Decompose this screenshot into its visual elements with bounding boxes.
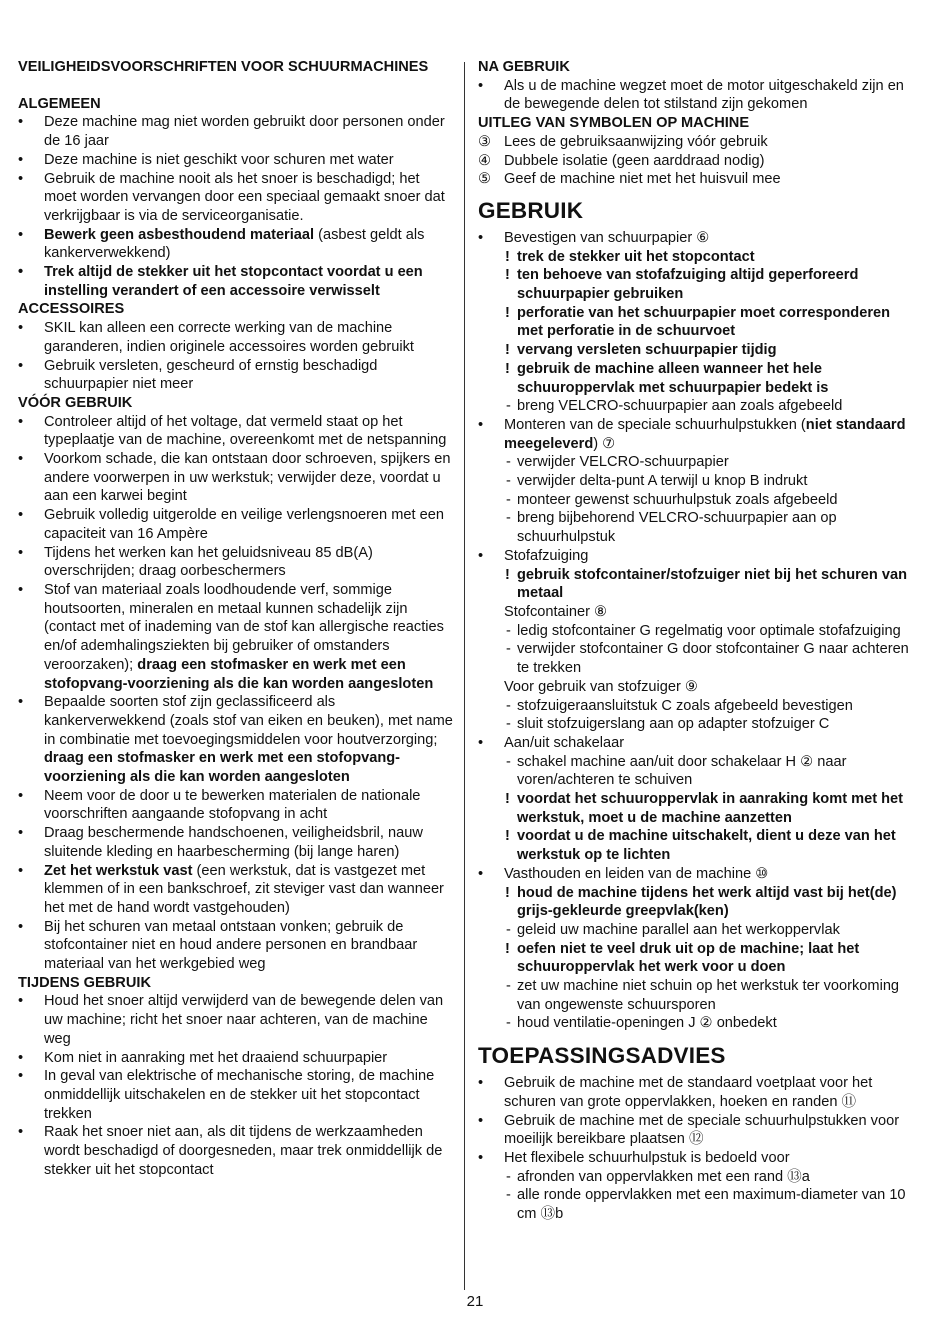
toepassingsadvies-title: TOEPASSINGSADVIES — [478, 1043, 726, 1069]
text: Monteren van de speciale schuurhulpstukken ( — [504, 416, 806, 433]
warning-item: ! ten behoeve van stofafzuiging altijd geperforeerd schuurpapier gebruiken — [478, 266, 918, 303]
warning-item: ! oefen niet te veel druk uit op de machine; laat het schuuroppervlak het werk voor u doen — [478, 940, 918, 977]
text: Bepaalde soorten stof zijn geclassificeerd als kankerverwekkend (zoals stof van eiken en beuken), met name in combinatie met toevoegingsmiddelen voor houtverzorging; — [44, 694, 453, 748]
list-item: • Gebruik volledig uitgerolde en veilige verlengsnoeren met een capaciteit van 16 Ampère — [18, 506, 456, 543]
list-item — [18, 226, 456, 263]
list-item — [18, 581, 456, 693]
list-item: • Voorkom schade, die kan ontstaan door schroeven, spijkers en andere voorwerpen in uw werkstuk; verwijder deze, voordat u aan een karwei begint — [18, 450, 456, 506]
list-item: • Trek altijd de stekker uit het stopcontact voordat u een instelling verandert of een accessoire verwisselt — [18, 263, 456, 300]
symbols-heading: UITLEG VAN SYMBOLEN OP MACHINE — [478, 115, 750, 132]
accessoires-heading: ACCESSOIRES — [18, 301, 125, 318]
column-divider — [464, 62, 465, 1290]
sub-heading: Stofcontainer ⑧ — [504, 603, 608, 620]
list-item: • Gebruik de machine met de speciale schuurhulpstukken voor moeilijk bereikbare plaatsen ⑫ — [478, 1112, 918, 1149]
symbol-number: ④ — [478, 152, 492, 169]
sub-item: - afronden van oppervlakken met een rand ⑬a — [478, 1168, 918, 1187]
list-item: • Gebruik versleten, gescheurd of ernstig beschadigd schuurpapier niet meer — [18, 357, 456, 394]
gebruik-title: GEBRUIK — [478, 197, 584, 223]
sub-item: - geleid uw machine parallel aan het werkoppervlak — [478, 921, 918, 940]
left-column — [18, 58, 456, 1179]
sub-item: - breng VELCRO-schuurpapier aan zoals afgebeeld — [478, 397, 918, 416]
list-item: • SKIL kan alleen een correcte werking van de machine garanderen, indien originele accessoires worden gebruikt — [18, 319, 456, 356]
list-item: • Bevestigen van schuurpapier ⑥ — [478, 229, 918, 248]
text: (een werkstuk, dat is vastgezet met klemmen of in een bankschroef, zit steviger vast dan wanneer het met de hand wordt vastgehouden) — [44, 862, 444, 916]
symbol-item — [478, 152, 918, 171]
warning-item: ! voordat u de machine uitschakelt, dient u deze van het werkstuk op te lichten — [478, 827, 918, 864]
list-item: • Aan/uit schakelaar — [478, 734, 918, 753]
symbol-number: ③ — [478, 133, 492, 150]
list-item: • Draag beschermende handschoenen, veiligheidsbril, nauw sluitende kleding en haarbescherming (bij lange haren) — [18, 824, 456, 861]
list-item: • Controleer altijd of het voltage, dat vermeld staat op het typeplaatje van de machine, overeenkomt met de netspanning — [18, 413, 456, 450]
list-item: • Houd het snoer altijd verwijderd van de bewegende delen van uw machine; richt het snoer naar achteren, van de machine weg — [18, 992, 456, 1048]
text: Stof van materiaal zoals loodhoudende verf, sommige houtsoorten, mineralen en metaal kunnen schadelijk zijn (contact met of inademing van de stof kan allergische reacties en/of ademhalingsziekten bij gebruiker of omstanders veroorzaken); — [44, 581, 444, 673]
text: Geef de machine niet met het huisvuil mee — [504, 171, 781, 188]
warning-item: ! trek de stekker uit het stopcontact — [478, 248, 918, 267]
na-gebruik-heading: NA GEBRUIK — [478, 59, 570, 75]
list-item: • Gebruik de machine met de standaard voetplaat voor het schuren van grote oppervlakken, hoeken en randen ⑪ — [478, 1074, 918, 1111]
sub-item: - schakel machine aan/uit door schakelaar H ② naar voren/achteren te schuiven — [478, 753, 918, 790]
list-item — [18, 693, 456, 787]
sub-item: - verwijder VELCRO-schuurpapier — [478, 453, 918, 472]
list-item: • Als u de machine wegzet moet de motor uitgeschakeld zijn en de bewegende delen tot stilstand zijn gekomen — [478, 77, 918, 114]
list-item: • Bij het schuren van metaal ontstaan vonken; gebruik de stofcontainer niet en houd andere personen en brandbaar materiaal van het werkgebied weg — [18, 918, 456, 974]
sub-item: - ledig stofcontainer G regelmatig voor optimale stofafzuiging — [478, 622, 918, 641]
text: Lees de gebruiksaanwijzing vóór gebruik — [504, 133, 768, 150]
warning-item: ! perforatie van het schuurpapier moet corresponderen met perforatie in de schuurvoet — [478, 304, 918, 341]
list-item: • Gebruik de machine nooit als het snoer is beschadigd; het moet worden vervangen door een speciaal gemaakt snoer dat verkrijgbaar is via de serviceorganisatie. — [18, 170, 456, 226]
sub-item: - alle ronde oppervlakken met een maximum-diameter van 10 cm ⑬b — [478, 1186, 918, 1223]
algemeen-heading: ALGEMEEN — [18, 95, 101, 112]
symbol-number: ⑤ — [478, 171, 492, 188]
tijdens-gebruik-heading: TIJDENS GEBRUIK — [18, 974, 151, 991]
list-item: • Deze machine mag niet worden gebruikt door personen onder de 16 jaar — [18, 113, 456, 150]
sub-item: - houd ventilatie-openingen J ② onbedekt — [478, 1014, 918, 1033]
list-item: • Kom niet in aanraking met het draaiend schuurpapier — [18, 1049, 456, 1068]
sub-item: - zet uw machine niet schuin op het werkstuk ter voorkoming van ongewenste schuursporen — [478, 977, 918, 1014]
list-item: • Deze machine is niet geschikt voor schuren met water — [18, 151, 456, 170]
warning-item: ! voordat het schuuroppervlak in aanraking komt met het werkstuk, moet u de machine aanzetten — [478, 790, 918, 827]
bold-text: draag een stofmasker en werk met een stofopvang-voorziening als die kan worden aangesloten — [44, 656, 434, 692]
sub-item: - stofzuigeraansluitstuk C zoals afgebeeld bevestigen — [478, 697, 918, 716]
bold-text: Zet het werkstuk vast — [44, 862, 193, 879]
list-item: • Het flexibele schuurhulpstuk is bedoeld voor — [478, 1149, 918, 1168]
sub-heading: Voor gebruik van stofzuiger ⑨ — [504, 678, 698, 695]
symbol-item — [478, 170, 918, 189]
page-number: 21 — [466, 1293, 484, 1310]
voor-gebruik-heading: VÓÓR GEBRUIK — [18, 394, 133, 411]
list-item: • Stofafzuiging — [478, 547, 918, 566]
list-item: • In geval van elektrische of mechanische storing, de machine onmiddellijk uitschakelen en de stekker uit het stopcontact trekken — [18, 1067, 456, 1123]
list-item — [478, 416, 918, 453]
list-item: • Tijdens het werken kan het geluidsniveau 85 dB(A) overschrijden; draag oorbeschermers — [18, 544, 456, 581]
list-item: • Vasthouden en leiden van de machine ⑩ — [478, 865, 918, 884]
sub-item: - monteer gewenst schuurhulpstuk zoals afgebeeld — [478, 491, 918, 510]
text: Dubbele isolatie (geen aarddraad nodig) — [504, 152, 765, 169]
safety-title: VEILIGHEIDSVOORSCHRIFTEN VOOR SCHUURMACHINES — [18, 59, 429, 75]
text: ) ⑦ — [593, 435, 616, 452]
symbol-item — [478, 133, 918, 152]
bold-text: niet standaard meegeleverd — [504, 416, 906, 452]
list-item: • Neem voor de door u te bewerken materialen de nationale voorschriften aangaande stofopvang in acht — [18, 787, 456, 824]
warning-item: ! gebruik de machine alleen wanneer het hele schuuroppervlak met schuurpapier bedekt is — [478, 360, 918, 397]
text: (asbest geldt als kankerverwekkend) — [44, 226, 425, 262]
list-item — [18, 862, 456, 918]
warning-item: ! vervang versleten schuurpapier tijdig — [478, 341, 918, 360]
sub-item: - verwijder stofcontainer G door stofcontainer G naar achteren te trekken — [478, 640, 918, 677]
sub-item: - sluit stofzuigerslang aan op adapter stofzuiger C — [478, 715, 918, 734]
bold-text: Bewerk geen asbesthoudend materiaal — [44, 226, 315, 243]
bold-text: draag een stofmasker en werk met een stofopvang-voorziening als die kan worden aangesloten — [44, 750, 401, 786]
sub-item: - breng bijbehorend VELCRO-schuurpapier aan op schuurhulpstuk — [478, 509, 918, 546]
list-item: • Raak het snoer niet aan, als dit tijdens de werkzaamheden wordt beschadigd of doorgesneden, maar trek onmiddellijk de stekker uit het stopcontact — [18, 1123, 456, 1179]
warning-item: ! houd de machine tijdens het werk altijd vast bij het(de) grijs-gekleurde greepvlak(ken) — [478, 884, 918, 921]
warning-item: ! gebruik stofcontainer/stofzuiger niet bij het schuren van metaal — [478, 566, 918, 603]
right-column — [478, 58, 918, 1224]
sub-item: - verwijder delta-punt A terwijl u knop B indrukt — [478, 472, 918, 491]
